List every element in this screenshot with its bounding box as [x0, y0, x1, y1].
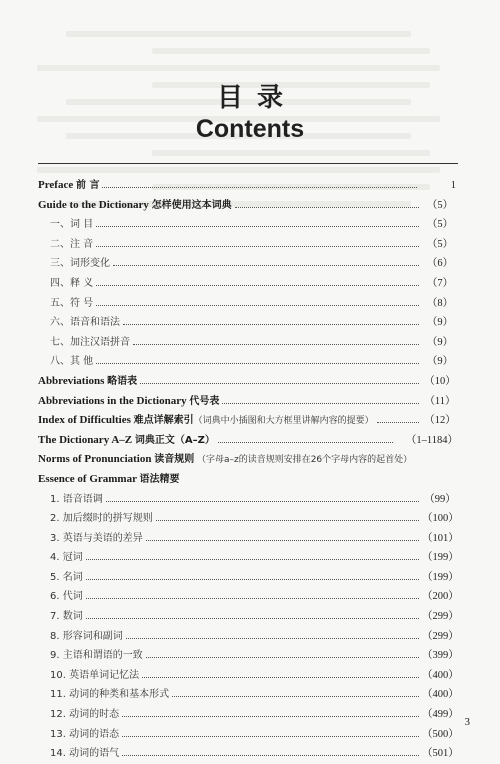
toc-entry-abbreviations[interactable]: [38, 372, 458, 392]
toc-subentry-title: 14. 动词的语气: [50, 748, 120, 760]
leader-dots: [235, 207, 419, 208]
toc-subentry[interactable]: [38, 705, 458, 725]
toc-subentry[interactable]: [38, 744, 458, 764]
toc-entry-note: （词典中小插图和大方框里讲解内容的提要）: [193, 416, 374, 427]
toc-subentry-title: 四、释 义: [50, 277, 94, 289]
leader-dots: [86, 618, 419, 619]
leader-dots: [86, 559, 419, 560]
toc-page-number: （199）: [422, 571, 459, 583]
toc-subentry[interactable]: [38, 215, 458, 235]
toc-subentry-title: 五、符 号: [50, 297, 94, 309]
toc-subentry-title: 8. 形容词和副词: [50, 630, 123, 642]
toc-subentry[interactable]: [38, 607, 458, 627]
toc-subentry[interactable]: [38, 313, 458, 333]
leader-dots: [140, 383, 419, 384]
leader-dots: [122, 736, 419, 737]
leader-dots: [122, 755, 419, 756]
toc-entry-title: Norms of Pronunciation 读音规则 （字母a–z的读音规则安排在26个字母内容的起首处）: [38, 453, 413, 466]
leader-dots: [86, 579, 419, 580]
toc-page-number: （299）: [422, 630, 459, 642]
toc-subentry-title: 六、语音和语法: [50, 317, 120, 329]
toc-subentry-title: 三、词形变化: [50, 258, 110, 270]
toc-page-number: 1: [450, 180, 456, 191]
toc-subentry-title: 1. 语音语调: [50, 493, 103, 505]
toc-subentry[interactable]: [38, 568, 458, 588]
toc-entry-title: Essence of Grammar 语法精要: [38, 472, 180, 485]
toc-entry-abbreviations-dictionary[interactable]: [38, 392, 458, 412]
toc-subentry-title: 13. 动词的语态: [50, 728, 120, 740]
toc-page-number: （99）: [424, 493, 456, 505]
toc-subentry[interactable]: [38, 627, 458, 647]
toc-entry-guide[interactable]: [38, 196, 458, 216]
leader-dots: [126, 638, 419, 639]
leader-dots: [96, 246, 419, 247]
leader-dots: [113, 265, 419, 266]
toc-page-number: （200）: [422, 591, 459, 603]
leader-dots: [146, 540, 419, 541]
toc-subentry-title: 七、加注汉语拼音: [50, 336, 130, 348]
page-heading: [0, 82, 500, 144]
toc-subentry-title: 11. 动词的种类和基本形式: [50, 689, 170, 701]
toc-subentry-title: 6. 代词: [50, 591, 83, 603]
toc-subentry-title: 二、注 音: [50, 238, 94, 250]
leader-dots: [86, 598, 419, 599]
toc-subentry[interactable]: [38, 725, 458, 745]
toc-subentry-title: 10. 英语单词记忆法: [50, 669, 140, 681]
table-of-contents: [38, 176, 458, 764]
leader-dots: [222, 403, 419, 404]
toc-entry-title: Preface 前 言: [38, 179, 100, 191]
toc-page-number: （100）: [422, 513, 459, 525]
leader-dots: [172, 696, 419, 697]
toc-page-number: （11）: [424, 395, 456, 407]
toc-page-number: （5）: [426, 219, 454, 231]
toc-subentry-title: 5. 名词: [50, 571, 83, 583]
toc-page-number: （501）: [422, 748, 459, 760]
toc-page-number: （6）: [426, 258, 454, 270]
toc-page-number: （199）: [422, 552, 459, 564]
toc-entry-index-of-difficulties[interactable]: [38, 411, 458, 431]
toc-page-number: （10）: [424, 375, 456, 387]
leader-dots: [96, 226, 419, 227]
leader-dots: [96, 285, 419, 286]
toc-page-number: （9）: [426, 356, 454, 368]
toc-page-number: （299）: [422, 611, 459, 623]
leader-dots: [146, 657, 419, 658]
toc-subentry-title: 2. 加后缀时的拼写规则: [50, 513, 153, 525]
toc-subentry[interactable]: [38, 235, 458, 255]
heading-english: Contents: [195, 115, 305, 143]
toc-page-number: （400）: [422, 669, 459, 681]
toc-subentry[interactable]: [38, 587, 458, 607]
toc-page-number: （1–1184）: [405, 434, 458, 446]
toc-subentry[interactable]: [38, 529, 458, 549]
toc-subentry-title: 3. 英语与美语的差异: [50, 532, 143, 544]
leader-dots: [377, 422, 419, 423]
toc-page-number: （12）: [424, 415, 456, 427]
toc-subentry-title: 一、词 目: [50, 219, 94, 231]
leader-dots: [96, 305, 419, 306]
toc-subentry-title: 7. 数词: [50, 611, 83, 623]
toc-page-number: （9）: [426, 336, 454, 348]
toc-entry-title: The Dictionary A–Z 词典正文（A–Z）: [38, 433, 215, 446]
toc-page-number: （101）: [422, 532, 459, 544]
toc-page-number: （5）: [426, 199, 454, 211]
leader-dots: [96, 363, 419, 364]
toc-subentry-title: 9. 主语和谓语的一致: [50, 650, 143, 662]
footer-page-number: 3: [464, 716, 470, 728]
toc-entry-title: Index of Difficulties 难点详解索引（词典中小插图和大方框里讲解内容的提要）: [38, 414, 374, 427]
toc-entry-title: Guide to the Dictionary 怎样使用这本词典: [38, 198, 232, 211]
leader-dots: [218, 442, 393, 443]
toc-page-number: （400）: [422, 689, 459, 701]
toc-subentry-title: 八、其 他: [50, 356, 94, 368]
toc-page-number: （9）: [426, 317, 454, 329]
toc-entry-title: Abbreviations in the Dictionary 代号表: [38, 394, 220, 407]
toc-page-number: （7）: [426, 277, 454, 289]
toc-entry-note: （字母a–z的读音规则安排在26个字母内容的起首处）: [196, 455, 413, 466]
toc-subentry[interactable]: [38, 509, 458, 529]
toc-page-number: （8）: [426, 297, 454, 309]
toc-subentry[interactable]: [38, 352, 458, 372]
toc-subentry[interactable]: [38, 274, 458, 294]
toc-subentry[interactable]: [38, 685, 458, 705]
leader-dots: [102, 187, 417, 188]
leader-dots: [123, 324, 419, 325]
toc-page-number: （5）: [426, 238, 454, 250]
toc-subentry-title: 12. 动词的时态: [50, 709, 120, 721]
toc-entry-dictionary[interactable]: [38, 431, 458, 451]
heading-chinese: 目录: [216, 83, 297, 113]
leader-dots: [156, 520, 419, 521]
toc-subentry-title: 4. 冠词: [50, 552, 83, 564]
toc-entry-preface[interactable]: [38, 176, 458, 196]
leader-dots: [133, 344, 419, 345]
toc-entry-title: Abbreviations 略语表: [38, 374, 138, 387]
toc-entry-essence-of-grammar[interactable]: [38, 470, 458, 490]
leader-dots: [142, 677, 419, 678]
toc-subentry[interactable]: [38, 333, 458, 353]
toc-page-number: （499）: [422, 709, 459, 721]
toc-page-number: （500）: [422, 728, 459, 740]
toc-subentry[interactable]: [38, 254, 458, 274]
heading-divider: [38, 163, 458, 164]
toc-subentry[interactable]: [38, 666, 458, 686]
toc-subentry[interactable]: [38, 490, 458, 510]
toc-subentry[interactable]: [38, 294, 458, 314]
toc-entry-norms-of-pronunciation[interactable]: [38, 450, 458, 470]
toc-subentry[interactable]: [38, 548, 458, 568]
leader-dots: [122, 716, 419, 717]
leader-dots: [106, 501, 419, 502]
toc-page-number: （399）: [422, 650, 459, 662]
toc-subentry[interactable]: [38, 646, 458, 666]
